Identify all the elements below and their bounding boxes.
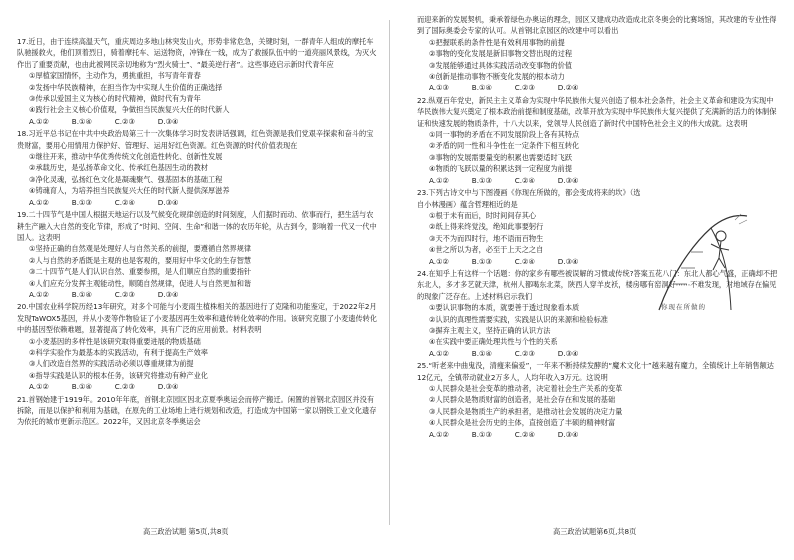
- question-stem: 22.纵观百年党史，新民主主义革命为实现中华民族伟大复兴创造了根本社会条件，社会主义革命和建设为实现中华民族伟大复兴奠定了根本政治前提和制度基础，改革开放为实现中华民族伟大复兴提供了充满新的活力的体制保证和快速发展的物质条件，十八大以来，党领导人民创造了新时代中国特色社会主义的伟大成就。这表明: [417, 95, 777, 128]
- question-option: ④物质的飞跃以量的积累达到一定程度为前提: [429, 164, 573, 174]
- answer-choices: A.①② B.①④ C.②③ D.③④: [29, 382, 179, 392]
- answer-choices: A.①② B.①③ C.②④ D.③④: [29, 197, 179, 207]
- question-block: [417, 360, 779, 440]
- question-option: ②科学实验作为最基本的实践活动，有利于提高生产效率: [29, 347, 208, 357]
- question-option: ③人们改造自然界的实践活动必须以尊重规律为前提: [29, 359, 194, 369]
- question-option: ③事物的发展需要量变的积累也需要适时飞跃: [429, 152, 573, 162]
- question-stem: 23.下列古诗文中与下图漫画《你现在所做的，都会变成将来的坎》（选自小林漫画）蕴含哲理相近的是: [417, 188, 641, 209]
- question-option: ②人民群众是物质财富的创造者，是社会存在和发展的基础: [429, 395, 616, 405]
- question-option: ④践行社会主义核心价值观，争做担当民族复兴大任的时代新人: [29, 105, 230, 115]
- answer-choices: A.①② B.①④ C.②③ D.③④: [29, 289, 179, 299]
- question-option: ④世之所以为者，必至于上天之之自: [429, 245, 544, 255]
- question-option: ④创新是推动事物不断变化发展的根本动力: [429, 72, 565, 82]
- question-option: ①人民群众是社会变革的推动者，决定着社会生产关系的变革: [429, 384, 623, 393]
- question-option: ③传承以爱国主义为核心的时代精神，做时代有为青年: [29, 94, 201, 104]
- question-option: ①坚持正确的自然观是处理好人与自然关系的前提，要遵循自然界规律: [29, 244, 252, 254]
- question-option: ③净化灵魂，弘扬红色文化是凝魂聚气、强基固本的基础工程: [29, 174, 223, 184]
- question-option: ②承载历史，是弘扬革命文化、传承红色基因生动的教材: [29, 163, 208, 173]
- question-block: [17, 394, 379, 428]
- question-stem: 24.在知乎上有这样一个话题：你的家乡有哪些被误解的习惯或传统?答案五花八门：东北人都心气盛，正确却不把东北人，多才多艺就天津，杭州人都喝东北菜，陕西人穿羊皮袄，楼房哪有窑洞好⋯⋯不难发现，对地域存在偏见的现象广泛存在。上述材料启示我们: [417, 268, 778, 301]
- answer-choices: A.①③ B.①④ C.②③ D.②④: [429, 83, 579, 93]
- footer-page-left: 高三政治试题 第5页,共8页: [143, 527, 229, 536]
- question-option: ②认识的真理性需要实践，实践是认识的来源和检验标准: [429, 314, 608, 324]
- question-option: ③摒弃主观主义，坚持正确的认识方法: [429, 325, 551, 335]
- comic-caption: 你现在所做的: [661, 303, 706, 311]
- question-stem: 19.二十四节气是中国人根据天地运行以及气候变化规律创造的时间刻度，人们据时而动、依事而行，把生活与农耕生产融入大自然的变化节律，形成了“时间、空间、生命”和谐一体的农历年轮，从古到今，影响着一代又一代中国人。这表明: [17, 210, 377, 242]
- question-stem: 17.近日，由于连续高温天气，重庆周边多地山林突发山火，形势非常危急，关键时刻，一群青年人组成的摩托车队驰援救火，他们顶着烈日，骑着摩托车、运送物资，冲锋在一线，成为了救援队伍中的一道亮丽风景线，为灭火作出了重要贡献，也由此被网民亲切地称为“烈火骑士”、“最美逆行者”。这些事迹启示新时代青年应: [17, 37, 377, 69]
- question-option: ④铸魂育人，为培养担当民族复兴大任的时代新人提供深厚滋养: [29, 186, 230, 196]
- question-block: [17, 209, 379, 300]
- question-option: ②人与自然的矛盾既是主观的也是客观的，要用好中华文化的生存智慧: [29, 255, 252, 265]
- answer-choices: A.①② B.①④ C.②③ D.③④: [29, 116, 179, 126]
- question-option: ①继往开来，推动中华优秀传统文化创造性转化、创新性发展: [29, 152, 223, 162]
- question-option: ①根于未有而后，时时间间存其心: [429, 210, 537, 220]
- question-option: ①小麦基因的多样性是该研究取得重要进展的物质基础: [29, 336, 201, 346]
- question-option: ③天不为而四时行，地不语而百物生: [429, 233, 544, 243]
- question-option: ①把握联系的条件性是有效利用事物的前提: [429, 37, 565, 47]
- question-option: ①同一事物的矛盾在不同发展阶段上各有其特点: [429, 130, 580, 140]
- left-page-column: [17, 36, 379, 524]
- question-option: ②发扬中华民族精神，在担当作为中实现人生价值的正确选择: [29, 82, 223, 92]
- question-stem: 21.首钢始建于1919年。2010年年底，首钢北京园区因北京夏季奥运会而停产搬迁。闲置的首钢北京园区并没有拆除，而是以保护和利用为基础，在原先的工业场地上进行规划和改造，打造成为中国第一家以钢铁工业文化遗存为依托的城市更新示范区。2022年，又因北京冬季奥运会: [17, 394, 377, 427]
- question-stem: 18.习近平总书记在中共中央政治局第三十一次集体学习时发表讲话强调，红色资源是我们党艰辛探索和奋斗的宝贵财富，要用心用情用力保护好、管理好、运用好红色资源。红色资源的时代价值表现在: [17, 129, 374, 150]
- question-block: [17, 301, 379, 392]
- question-option: ②矛盾的同一性和斗争性在一定条件下相互转化: [429, 141, 580, 151]
- footer-page-right: 高三政治试题第6页,共8页: [553, 527, 637, 536]
- question-block: [17, 128, 379, 208]
- question-block: [417, 95, 779, 186]
- question-option: ③人民群众是物质生产的承担者，是推动社会发展的决定力量: [429, 406, 623, 416]
- question-stem: 25.“听老来中曲鬼没，清瘦来偏爱”，一年来不断持续发酵的“魔术文化十”越来越有魔力，全镇统计上年销售额达12亿元，全镇带动就业2万多人，人均年收入3万元。这说明: [417, 361, 774, 382]
- question-option: ②纸上得来终觉浅，绝知此事要躬行: [429, 222, 544, 232]
- answer-choices: A.①② B.①③ C.②④ D.③④: [429, 429, 579, 439]
- question-option: ③二十四节气是人们认识自然、重要参照，是人们顺应自然的重要指针: [29, 267, 252, 277]
- answer-choices: A.①② B.①④ C.②③ D.③④: [429, 348, 579, 358]
- comic-illustration: [651, 206, 763, 318]
- question-block: [17, 36, 379, 127]
- question-option: ④人民群众是社会历史的主体，直接创造了丰硕的精神财富: [429, 418, 616, 428]
- question-option: ④指导实践是认识的根本任务，该研究将推动有种产业化: [29, 370, 208, 380]
- answer-choices: A.①② B.①③ C.②④ D.③④: [429, 256, 579, 266]
- question-block: [417, 14, 779, 94]
- question-option: ①厚植家国情怀，主动作为，勇挑重担，书写青年青春: [29, 71, 201, 81]
- answer-choices: A.①② B.①③ C.②④ D.③④: [429, 175, 579, 185]
- question-option: ④在实践中要正确处理共性与个性的关系: [429, 337, 558, 347]
- question-option: ①要认识事物的本质，就要善于透过现象看本质: [429, 303, 580, 313]
- question-option: ③发展能够通过具体实践活动改变事物的价值: [429, 60, 573, 70]
- question-stem: 20.中国农业科学院历经13年研究，对多个可能与小麦雨生植株相关的基因进行了克隆和功能鉴定，于2022年2月发现TaWOX5基因，并从小麦等作物验证了小麦基因再生效率和遗传转化效率的作用。该研究克服了小麦遗传转化中的基因型依赖难题，显著提高了转化效率，具有广泛的应用前景。材料表明: [17, 302, 378, 335]
- question-stem: 而迎来新的发展契机，秉承着绿色办奥运的理念，园区又建成功改造成北京冬奥会的比赛场馆，其改建的专业性得到了国际奥委会专家的认可。从首钢北京园区的改建中可以看出: [417, 15, 777, 36]
- question-option: ④人们应充分发挥主观能动性，顺随自然规律，促进人与自然更加和谐: [29, 278, 252, 288]
- question-option: ②事物的变化发展是新旧事物交替出现的过程: [429, 49, 573, 59]
- page-divider: [389, 20, 390, 525]
